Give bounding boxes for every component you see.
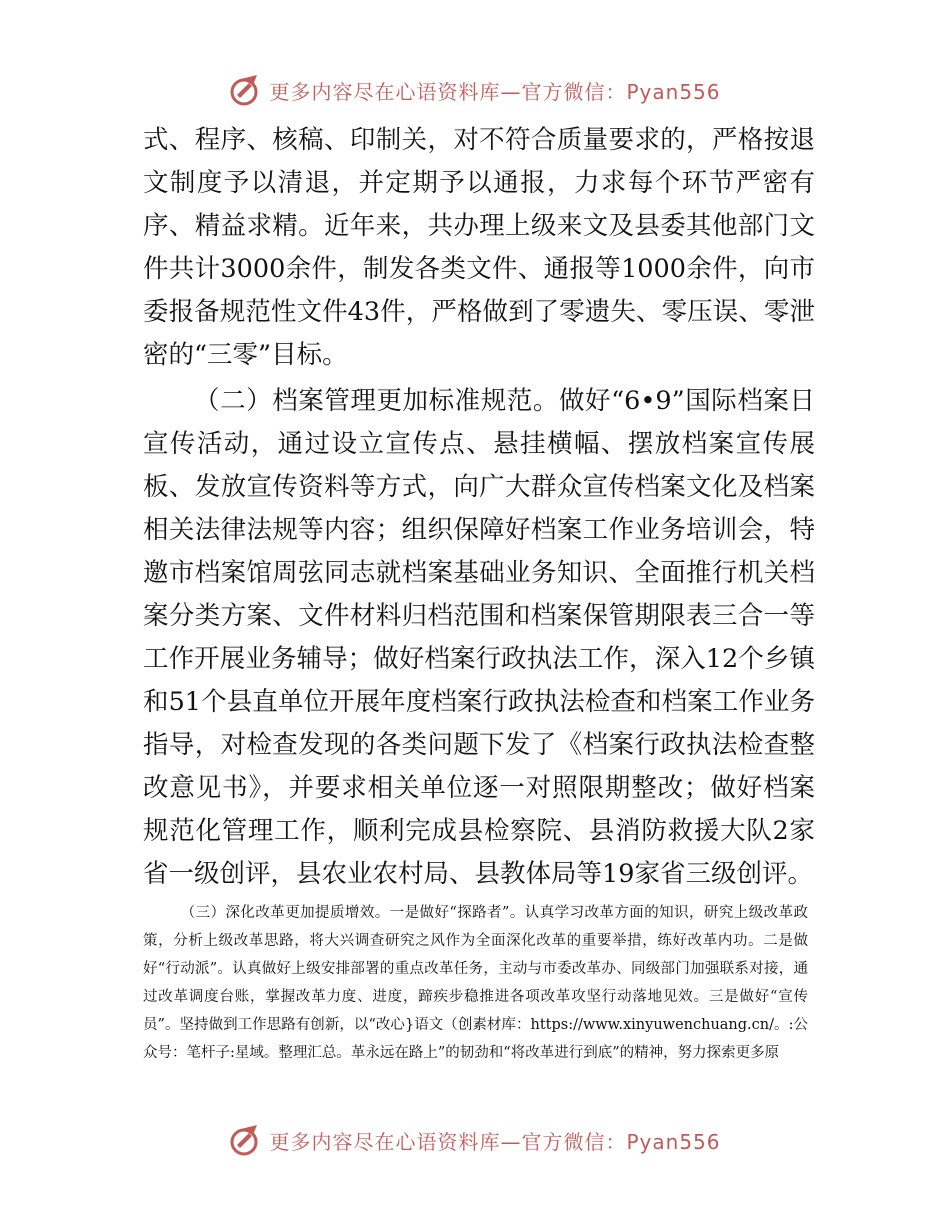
paragraph-text: （三）深化改革更加提质增效。一是做好“探路者”。认真学习改革方面的知识，研究上级改革政策，分析上级改革思路，将大兴调查研究之风作为全面深化改革的重要举措，练好改革内功。二是做好“行动派”。认真做好上级安排部署的重点改革任务，主动与市委改革办、同级部门加强联系对接，通过改革调度台账，掌握改革力度、进度，蹄疾步稳推进各项改革攻坚行动落地见效。三是做好“宣传员”。坚持做到工作思路有创新，以“改心}语文（创素材库：https://www.xinyuwenchuang.cn/。:公众号：笔杆子:星域。整理汇总。革永远在路上”的韧劲和“将改革进行到底”的精神，努力探索更多原 bbox=[143, 905, 808, 1061]
paragraph-text: （二）档案管理更加标准规范。做好“6•9”国际档案日宣传活动，通过设立宣传点、悬挂横幅、摆放档案宣传展板、发放宣传资料等方式，向广大群众宣传档案文化及档案相关法律法规等内容；组织保障好档案工作业务培训会，特邀市档案馆周弦同志就档案基础业务知识、全面推行机关档案分类方案、文件材料归档范围和档案保管期限表三合一等工作开展业务辅导；做好档案行政执法工作，深入12个乡镇和51个县直单位开展年度档案行政执法检查和档案工作业务指导，对检查发现的各类问题下发了《档案行政执法检查整改意见书》，并要求相关单位逐一对照限期整改；做好档案规范化管理工作，顺利完成县检察院、县消防救援大队2家省一级创评，县农业农村局、县教体局等19家省三级创评。 bbox=[143, 386, 815, 889]
paragraph-reform bbox=[143, 899, 808, 1067]
header-banner bbox=[0, 70, 950, 110]
banner-text: 更多内容尽在心语资料库—官方微信：Pyan556 bbox=[269, 79, 721, 104]
paragraph-archives bbox=[143, 380, 815, 896]
pen-logo-icon bbox=[229, 1123, 263, 1157]
banner-wechat-id: Pyan556 bbox=[626, 1129, 721, 1154]
footer-banner bbox=[0, 1120, 950, 1160]
paragraph-text: 式、程序、核稿、印制关，对不符合质量要求的，严格按退文制度予以清退，并定期予以通报，力求每个环节严密有序、精益求精。近年来，共办理上级来文及县委其他部门文件共计3000余件，制发各类文件、通报等1000余件，向市委报备规范性文件43件，严格做到了零遗失、零压误、零泄密的“三零”目标。 bbox=[143, 125, 815, 370]
pen-logo-icon bbox=[229, 73, 263, 107]
banner-wechat-id: Pyan556 bbox=[626, 79, 721, 104]
banner-text: 更多内容尽在心语资料库—官方微信：Pyan556 bbox=[269, 1129, 721, 1154]
paragraph-continuation bbox=[143, 119, 815, 377]
